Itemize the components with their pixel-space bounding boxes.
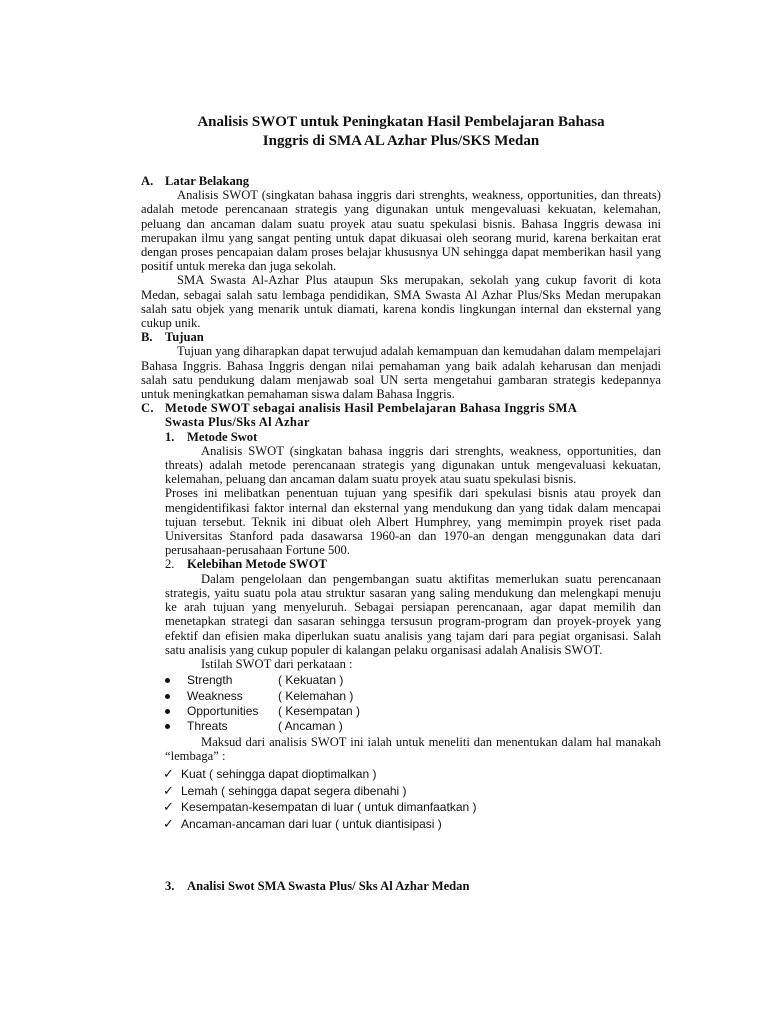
section-a-paragraph-2: SMA Swasta Al-Azhar Plus ataupun Sks merupakan, sekolah yang cukup favorit di kota Medan, sebagai salah satu lembaga pendidikan, SMA Swasta Al Azhar Plus/Sks Medan merupakan salah satu objek yang menarik untuk diamati, karena kondis lingkungan internal dan eksternal yang cukup unik.	[141, 273, 661, 331]
swot-term: Strength	[187, 673, 233, 688]
section-a-title: Latar Belakang	[165, 174, 250, 188]
list-item	[165, 704, 661, 719]
section-c-title-line-2: Swasta Plus/Sks Al Azhar	[165, 415, 310, 430]
section-c-title-line-1: Metode SWOT sebagai analisis Hasil Pembelajaran Bahasa Inggris SMA	[165, 401, 578, 416]
list-item	[161, 799, 661, 816]
check-mark-icon: ✓	[163, 782, 174, 798]
list-item	[165, 689, 661, 704]
subsection-2-heading	[165, 557, 661, 571]
swot-term-meaning: ( Kelemahan )	[278, 688, 354, 703]
swot-term-meaning: ( Kesempatan )	[278, 703, 361, 718]
check-item-text: Ancaman-ancaman dari luar ( untuk diantisipasi )	[181, 816, 442, 831]
section-c-body	[165, 430, 661, 894]
subsection-2-maksud: Maksud dari analisis SWOT ini ialah untuk meneliti dan menentukan dalam hal manakah “lembaga” :	[165, 734, 661, 763]
swot-terms-list	[165, 673, 661, 735]
check-item-text: Kesempatan-kesempatan di luar ( untuk dimanfaatkan )	[181, 800, 477, 815]
list-item	[165, 673, 661, 688]
subsection-3-marker: 3.	[165, 879, 175, 894]
title-line-1: Analisis SWOT untuk Peningkatan Hasil Pembelajaran Bahasa	[197, 114, 605, 130]
bullet-icon	[165, 724, 170, 729]
check-item-text: Kuat ( sehingga dapat dioptimalkan )	[181, 767, 377, 782]
section-b-title: Tujuan	[165, 330, 204, 345]
list-item	[161, 783, 661, 800]
check-mark-icon: ✓	[163, 799, 174, 815]
section-a-heading	[141, 174, 661, 188]
list-item	[161, 766, 661, 783]
subsection-2-title: Kelebihan Metode SWOT	[187, 557, 327, 572]
subsection-3-heading	[165, 879, 661, 893]
swot-term-meaning: ( Ancaman )	[278, 719, 343, 734]
subsection-2-marker: 2.	[165, 557, 175, 572]
document-page	[141, 113, 661, 893]
document-title	[141, 113, 661, 151]
section-a-paragraph-1: Analisis SWOT (singkatan bahasa inggris dari strenghts, weakness, opportunities, dan threats) adalah metode perencanaan strategis yang digunakan untuk mengevaluasi kekuatan, kelemahan, peluang dan ancaman dalam suatu proyek atau suatu spekulasi bisnis. Bahasa Inggris dewasa ini merupakan ilmu yang sangat penting untuk dapat dikuasai oleh seorang murid, karena berkaitan erat dengan proses pencapaian dalam proses belajar khususnya UN sehingga dapat memberikan hasil yang positif untuk mereka dan juga sekolah.	[141, 188, 661, 274]
list-item	[165, 719, 661, 734]
section-b-paragraph-1: Tujuan yang diharapkan dapat terwujud adalah kemampuan dan kemudahan dalam mempelajari Bahasa Inggris. Bahasa Inggris dengan nilai pemahaman yang baik adalah keharusan dan menjadi salah satu pendukung dalam menjawab soal UN serta mengetahui gambaran strategis kedepannya untuk meningkatkan pemahaman siswa dalam Bahasa Inggris.	[141, 344, 661, 402]
list-item	[161, 816, 661, 833]
subsection-1-paragraph-2: Proses ini melibatkan penentuan tujuan yang spesifik dari spekulasi bisnis atau proyek dan mengidentifikasi faktor internal dan eksternal yang mendukung dan yang tidak dalam mencapai tujuan tersebut. Teknik ini dibuat oleh Albert Humphrey, yang memimpin proyek riset pada Universitas Stanford pada dasawarsa 1960-an dan 1970-an dengan menggunakan data dari perusahaan-perusahaan Fortune 500.	[165, 486, 661, 558]
section-c-marker: C.	[141, 401, 154, 416]
subsection-1-paragraph-1: Analisis SWOT (singkatan bahasa inggris dari strenghts, weakness, opportunities, dan threats) adalah metode perencanaan strategis yang digunakan untuk mengevaluasi kekuatan, kelemahan, peluang dan ancaman dalam suatu proyek atau suatu spekulasi bisnis.	[165, 443, 661, 487]
swot-check-list	[161, 766, 661, 832]
blank-space	[165, 832, 661, 879]
title-line-2: Inggris di SMA AL Azhar Plus/SKS Medan	[262, 133, 540, 149]
section-a-marker: A.	[141, 174, 154, 188]
check-mark-icon: ✓	[163, 815, 174, 831]
section-b-marker: B.	[141, 330, 153, 345]
subsection-1-title: Metode Swot	[187, 429, 258, 444]
check-mark-icon: ✓	[163, 766, 174, 782]
subsection-1-marker: 1.	[165, 429, 175, 444]
bullet-icon	[165, 678, 170, 683]
section-b-heading	[141, 330, 661, 344]
swot-term: Threats	[187, 719, 228, 734]
subsection-3-title: Analisi Swot SMA Swasta Plus/ Sks Al Azhar Medan	[187, 879, 470, 894]
bullet-icon	[165, 694, 170, 699]
swot-term: Weakness	[187, 688, 243, 703]
section-c-heading	[141, 401, 661, 429]
subsection-2-istilah: Istilah SWOT dari perkataan :	[201, 656, 353, 671]
bullet-icon	[165, 709, 170, 714]
check-item-text: Lemah ( sehingga dapat segera dibenahi )	[181, 783, 407, 798]
swot-term-meaning: ( Kekuatan )	[278, 673, 344, 688]
swot-term: Opportunities	[187, 703, 259, 718]
subsection-2-paragraph-1: Dalam pengelolaan dan pengembangan suatu aktifitas memerlukan suatu perencanaan strategis, yaitu suatu pola atau struktur sasaran yang saling mendukung dan melengkapi menuju ke arah tujuan yang menyeluruh. Sebagai persiapan perencanaan, agar dapat memilih dan menetapkan strategi dan sasaran sehingga tersusun program-program dan proyek-proyek yang efektif dan efisien maka diperlukan suatu analisis yang tajam dari para pegiat organisasi. Salah satu analisis yang cukup populer di kalangan pelaku organisasi adalah Analisis SWOT.	[165, 571, 661, 657]
subsection-1-heading	[165, 430, 661, 444]
